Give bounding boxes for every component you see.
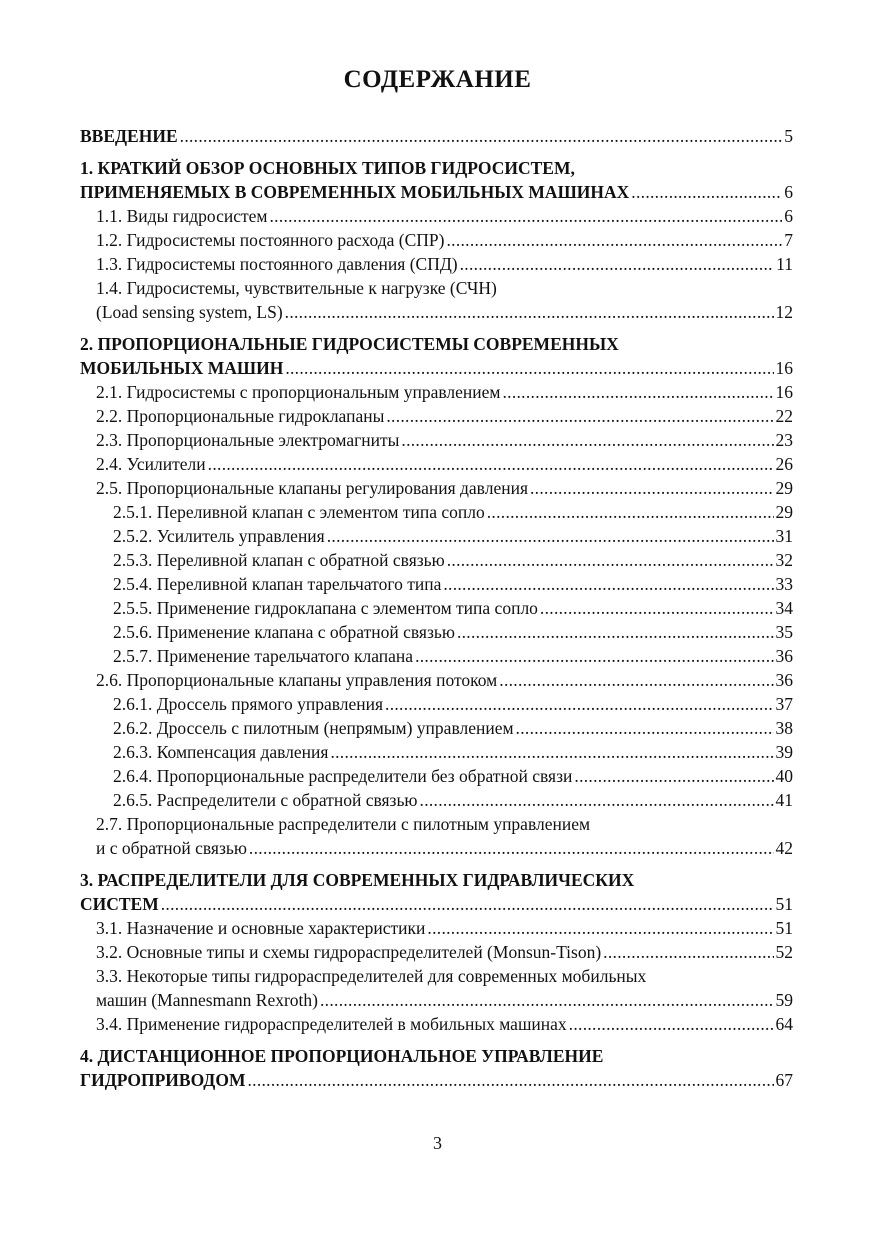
- toc-page-number: 34: [775, 598, 793, 618]
- toc-subsection: [80, 500, 793, 524]
- toc-page-number: 16: [775, 382, 793, 402]
- toc-page-number: 39: [775, 742, 793, 762]
- toc-subsection: [80, 548, 793, 572]
- toc-entry-text: ГИДРОПРИВОДОМ: [80, 1070, 246, 1090]
- toc-subsection: [80, 692, 793, 716]
- toc-page-number: 36: [775, 670, 793, 690]
- toc-page-number: 7: [784, 230, 793, 250]
- dot-leader: [330, 740, 773, 764]
- dot-leader: [516, 716, 774, 740]
- toc-page-number: 23: [775, 430, 793, 450]
- toc-section: [80, 940, 793, 964]
- toc-entry-text: 2.6.5. Распределители с обратной связью: [113, 790, 418, 810]
- dot-leader: [427, 916, 773, 940]
- toc-entry-text: ВВЕДЕНИЕ: [80, 126, 178, 146]
- toc-entry-text: СИСТЕМ: [80, 894, 159, 914]
- dot-leader: [540, 596, 774, 620]
- toc-entry-text: машин (Mannesmann Rexroth): [96, 990, 318, 1010]
- dot-leader: [285, 356, 773, 380]
- toc-page-number: 67: [775, 1070, 793, 1090]
- toc-page-number: 22: [775, 406, 793, 426]
- dot-leader: [180, 124, 783, 148]
- toc-entry-text: МОБИЛЬНЫХ МАШИН: [80, 358, 284, 378]
- toc-entry-text: 2.5.3. Переливной клапан с обратной связью: [113, 550, 445, 570]
- toc-subsection: [80, 788, 793, 812]
- toc-entry-text: 2.6.2. Дроссель с пилотным (непрямым) управлением: [113, 718, 514, 738]
- toc-entry-text: 3.2. Основные типы и схемы гидрораспределителей (Monsun-Tison): [96, 942, 602, 962]
- dot-leader: [603, 940, 773, 964]
- toc-entry-text: 3.1. Назначение и основные характеристики: [96, 918, 426, 938]
- toc-entry-text: 2.3. Пропорциональные электромагниты: [96, 430, 400, 450]
- toc-entry-text: 2.1. Гидросистемы с пропорциональным управлением: [96, 382, 501, 402]
- toc-section: [80, 428, 793, 452]
- toc-page-number: 36: [775, 646, 793, 666]
- toc-section: [80, 476, 793, 500]
- toc-page-number: 32: [775, 550, 793, 570]
- toc-entry-text: 1. КРАТКИЙ ОБЗОР ОСНОВНЫХ ТИПОВ ГИДРОСИСТЕМ,: [80, 158, 575, 178]
- toc-entry-text: (Load sensing system, LS): [96, 302, 283, 322]
- dot-leader: [249, 836, 774, 860]
- toc-page-number: 64: [775, 1014, 793, 1034]
- toc-entry-text: 3.3. Некоторые типы гидрораспределителей для современных мобильных: [96, 966, 647, 986]
- dot-leader: [208, 452, 774, 476]
- toc-page-number: 35: [775, 622, 793, 642]
- toc-entry-text: 2.5.2. Усилитель управления: [113, 526, 325, 546]
- toc-page-number: 33: [775, 574, 793, 594]
- toc-section: [80, 404, 793, 428]
- toc-page-number: 11: [776, 254, 793, 274]
- toc-subsection: [80, 764, 793, 788]
- toc-section: [80, 1012, 793, 1036]
- toc-entry-text: 1.1. Виды гидросистем: [96, 206, 268, 226]
- toc-section: [80, 964, 793, 1012]
- toc-subsection: [80, 644, 793, 668]
- dot-leader: [499, 668, 773, 692]
- toc-entry-text: 2. ПРОПОРЦИОНАЛЬНЫЕ ГИДРОСИСТЕМЫ СОВРЕМЕННЫХ: [80, 334, 619, 354]
- dot-leader: [487, 500, 774, 524]
- toc-subsection: [80, 620, 793, 644]
- page-number: 3: [433, 1133, 442, 1153]
- toc-entry-text: 2.6.3. Компенсация давления: [113, 742, 329, 762]
- dot-leader: [269, 204, 782, 228]
- dot-leader: [285, 300, 774, 324]
- toc-entry-text: 2.4. Усилители: [96, 454, 206, 474]
- page-title: СОДЕРЖАНИЕ: [343, 66, 532, 93]
- toc-subsection: [80, 740, 793, 764]
- dot-leader: [327, 524, 774, 548]
- toc-page-number: 5: [784, 126, 793, 146]
- toc-section: [80, 380, 793, 404]
- toc-subsection: [80, 596, 793, 620]
- dot-leader: [443, 572, 773, 596]
- dot-leader: [574, 764, 773, 788]
- toc-entry-text: 2.6.1. Дроссель прямого управления: [113, 694, 384, 714]
- dot-leader: [385, 692, 773, 716]
- dot-leader: [502, 380, 773, 404]
- toc-entry-text: 2.5. Пропорциональные клапаны регулирования давления: [96, 478, 528, 498]
- toc-page-number: 37: [775, 694, 793, 714]
- toc-entry-text: 2.5.5. Применение гидроклапана с элементом типа сопло: [113, 598, 538, 618]
- toc-entry-text: 2.5.7. Применение тарельчатого клапана: [113, 646, 414, 666]
- toc-page-number: 52: [775, 942, 793, 962]
- toc-entry-text: 2.5.4. Переливной клапан тарельчатого типа: [113, 574, 442, 594]
- toc-section: [80, 228, 793, 252]
- toc-entry-text: 2.2. Пропорциональные гидроклапаны: [96, 406, 385, 426]
- toc-page-number: 29: [775, 502, 793, 522]
- dot-leader: [447, 548, 774, 572]
- dot-leader: [530, 476, 774, 500]
- dot-leader: [457, 620, 774, 644]
- toc-chapter: [80, 124, 793, 148]
- toc-subsection: [80, 716, 793, 740]
- toc-subsection: [80, 524, 793, 548]
- toc-section: [80, 812, 793, 860]
- toc-page-number: 26: [775, 454, 793, 474]
- dot-leader: [415, 644, 773, 668]
- toc-page-number: 12: [775, 302, 793, 322]
- toc-page-number: 16: [775, 358, 793, 378]
- toc-entry-text: 2.7. Пропорциональные распределители с пилотным управлением: [96, 814, 591, 834]
- toc-page-number: 29: [775, 478, 793, 498]
- dot-leader: [247, 1068, 773, 1092]
- dot-leader: [401, 428, 773, 452]
- toc-page-number: 31: [775, 526, 793, 546]
- toc-page-number: 40: [775, 766, 793, 786]
- toc-entry-text: 2.6.4. Пропорциональные распределители без обратной связи: [113, 766, 573, 786]
- toc-entry-text: 1.4. Гидросистемы, чувствительные к нагрузке (СЧН): [96, 278, 497, 298]
- table-of-contents: [80, 124, 793, 1092]
- toc-section: [80, 252, 793, 276]
- toc-page-number: 51: [775, 894, 793, 914]
- toc-section: [80, 452, 793, 476]
- toc-section: [80, 276, 793, 324]
- toc-entry-text: 2.5.6. Применение клапана с обратной связью: [113, 622, 455, 642]
- toc-chapter: [80, 156, 793, 204]
- toc-entry-text: 3.4. Применение гидрораспределителей в мобильных машинах: [96, 1014, 567, 1034]
- toc-page-number: 38: [775, 718, 793, 738]
- toc-entry-text: 1.2. Гидросистемы постоянного расхода (СПР): [96, 230, 445, 250]
- toc-entry-text: 3. РАСПРЕДЕЛИТЕЛИ ДЛЯ СОВРЕМЕННЫХ ГИДРАВЛИЧЕСКИХ: [80, 870, 635, 890]
- dot-leader: [420, 788, 774, 812]
- toc-chapter: [80, 868, 793, 916]
- toc-page-number: 51: [775, 918, 793, 938]
- dot-leader: [460, 252, 775, 276]
- toc-entry-text: 1.3. Гидросистемы постоянного давления (СПД): [96, 254, 458, 274]
- toc-page-number: 6: [784, 182, 793, 202]
- toc-chapter: [80, 1044, 793, 1092]
- toc-page-number: 59: [775, 990, 793, 1010]
- toc-section: [80, 916, 793, 940]
- toc-subsection: [80, 572, 793, 596]
- toc-section: [80, 668, 793, 692]
- dot-leader: [569, 1012, 774, 1036]
- toc-entry-text: и с обратной связью: [96, 838, 247, 858]
- toc-page-number: 41: [775, 790, 793, 810]
- toc-page-number: 6: [784, 206, 793, 226]
- toc-chapter: [80, 332, 793, 380]
- dot-leader: [631, 180, 782, 204]
- toc-entry-text: ПРИМЕНЯЕМЫХ В СОВРЕМЕННЫХ МОБИЛЬНЫХ МАШИНАХ: [80, 182, 630, 202]
- toc-page-number: 42: [775, 838, 793, 858]
- dot-leader: [320, 988, 774, 1012]
- toc-section: [80, 204, 793, 228]
- dot-leader: [161, 892, 774, 916]
- dot-leader: [386, 404, 773, 428]
- toc-entry-text: 2.5.1. Переливной клапан с элементом типа сопло: [113, 502, 485, 522]
- dot-leader: [446, 228, 782, 252]
- toc-entry-text: 4. ДИСТАНЦИОННОЕ ПРОПОРЦИОНАЛЬНОЕ УПРАВЛЕНИЕ: [80, 1046, 604, 1066]
- toc-entry-text: 2.6. Пропорциональные клапаны управления потоком: [96, 670, 498, 690]
